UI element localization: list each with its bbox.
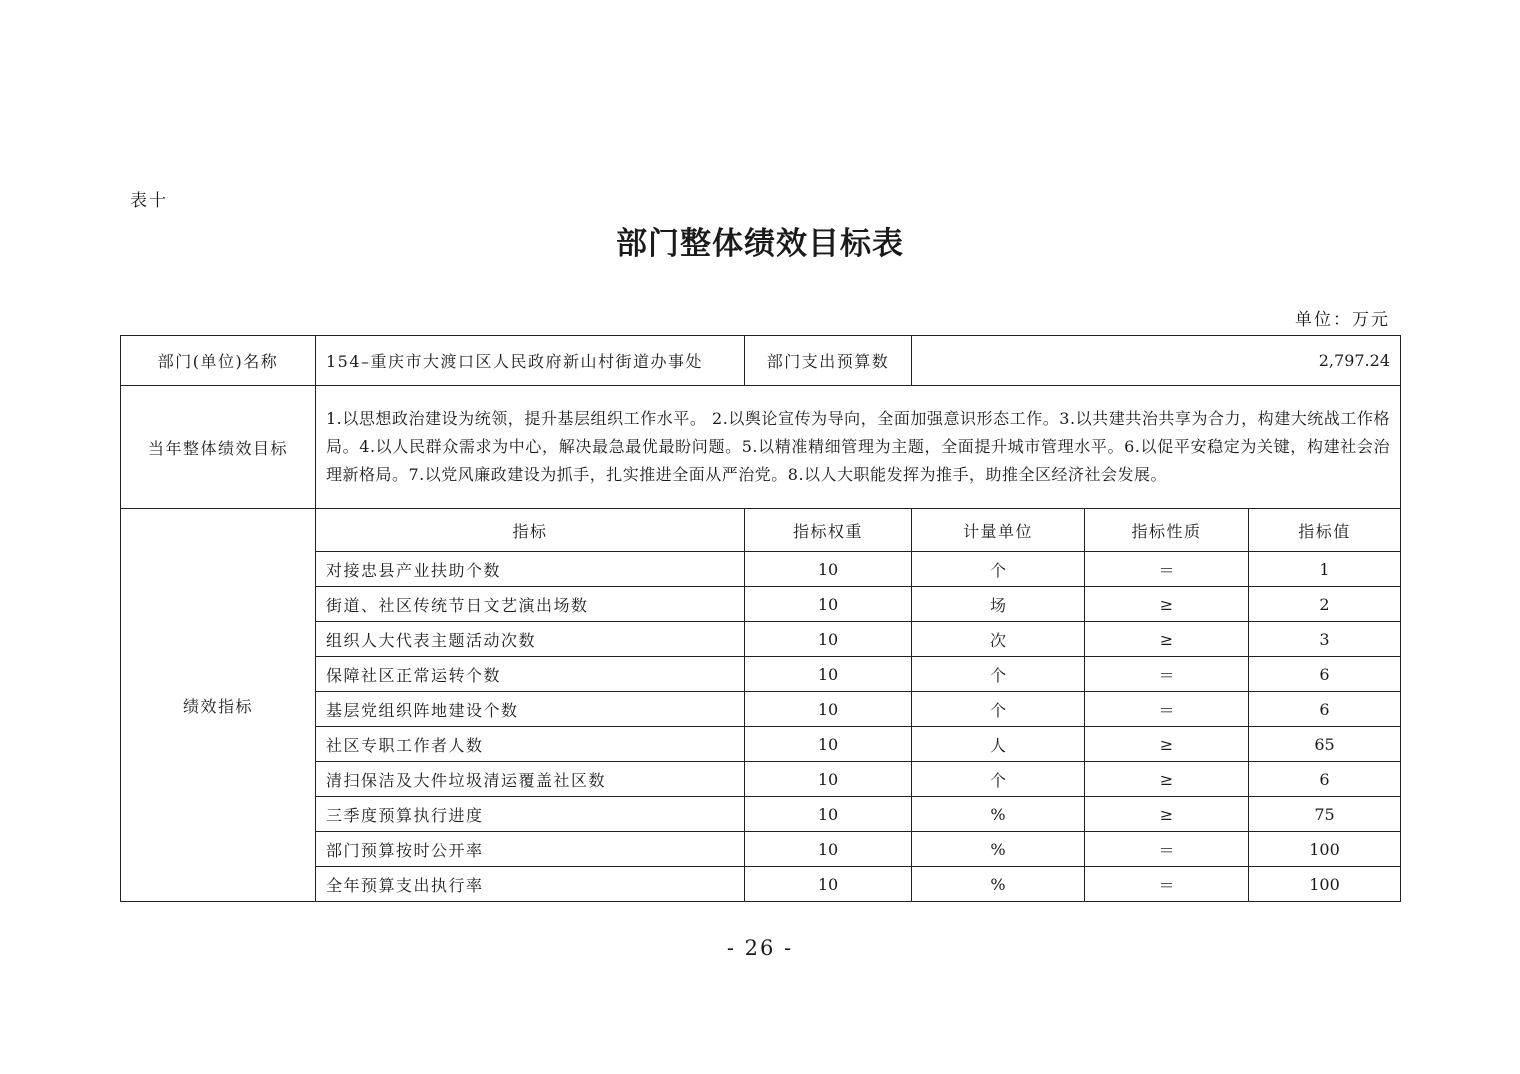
goals-label: 当年整体绩效目标 (121, 386, 316, 509)
indicator-unit: 场 (912, 587, 1085, 622)
indicator-name: 全年预算支出执行率 (316, 867, 745, 902)
indicator-nature: ≥ (1085, 797, 1249, 832)
goals-row (121, 386, 1401, 509)
indicator-unit: 人 (912, 727, 1085, 762)
budget-value: 2,797.24 (912, 336, 1401, 386)
indicator-nature: ＝ (1085, 657, 1249, 692)
indicator-value: 2 (1249, 587, 1401, 622)
header-nature: 指标性质 (1085, 509, 1249, 552)
indicator-name: 基层党组织阵地建设个数 (316, 692, 745, 727)
indicator-name: 社区专职工作者人数 (316, 727, 745, 762)
unit-label: 单位：万元 (1295, 310, 1390, 330)
goals-text: 1.以思想政治建设为统领，提升基层组织工作水平。 2.以舆论宣传为导向，全面加强意识形态工作。3.以共建共治共享为合力，构建大统战工作格局。4.以人民群众需求为中心，解决最急最优最盼问题。5.以精准精细管理为主题，全面提升城市管理水平。6.以促平安稳定为关键，构建社会治理新格局。7.以党风廉政建设为抓手，扎实推进全面从严治党。8.以人大职能发挥为推手，助推全区经济社会发展。 (316, 386, 1401, 509)
indicator-nature: ＝ (1085, 867, 1249, 902)
indicator-nature: ＝ (1085, 692, 1249, 727)
indicator-nature: ＝ (1085, 832, 1249, 867)
indicator-header-row (121, 509, 1401, 552)
indicator-weight: 10 (745, 692, 912, 727)
indicator-weight: 10 (745, 832, 912, 867)
indicator-value: 6 (1249, 692, 1401, 727)
indicator-value: 6 (1249, 762, 1401, 797)
department-row (121, 336, 1401, 386)
indicator-unit: 个 (912, 762, 1085, 797)
indicator-weight: 10 (745, 762, 912, 797)
indicator-unit: 个 (912, 692, 1085, 727)
indicator-name: 三季度预算执行进度 (316, 797, 745, 832)
header-indicator: 指标 (316, 509, 745, 552)
indicator-value: 75 (1249, 797, 1401, 832)
header-value: 指标值 (1249, 509, 1401, 552)
indicator-unit: 个 (912, 657, 1085, 692)
page-title: 部门整体绩效目标表 (616, 226, 904, 262)
indicator-nature: ≥ (1085, 587, 1249, 622)
indicator-name: 清扫保洁及大件垃圾清运覆盖社区数 (316, 762, 745, 797)
indicator-nature: ≥ (1085, 727, 1249, 762)
indicator-name: 组织人大代表主题活动次数 (316, 622, 745, 657)
indicator-unit: 个 (912, 552, 1085, 587)
indicator-name: 街道、社区传统节日文艺演出场数 (316, 587, 745, 622)
indicator-value: 6 (1249, 657, 1401, 692)
indicator-weight: 10 (745, 622, 912, 657)
department-name-value: 154–重庆市大渡口区人民政府新山村街道办事处 (316, 336, 745, 386)
budget-label: 部门支出预算数 (745, 336, 912, 386)
indicator-value: 65 (1249, 727, 1401, 762)
indicator-unit: % (912, 832, 1085, 867)
indicator-name: 对接忠县产业扶助个数 (316, 552, 745, 587)
indicator-weight: 10 (745, 867, 912, 902)
indicator-weight: 10 (745, 587, 912, 622)
indicator-nature: ≥ (1085, 762, 1249, 797)
indicators-label: 绩效指标 (121, 509, 316, 902)
indicator-nature: ≥ (1085, 622, 1249, 657)
indicator-unit: % (912, 797, 1085, 832)
department-name-label: 部门(单位)名称 (121, 336, 316, 386)
indicator-weight: 10 (745, 552, 912, 587)
table-label: 表十 (130, 191, 168, 211)
page-number: - 26 - (726, 936, 794, 960)
indicator-value: 3 (1249, 622, 1401, 657)
header-unit: 计量单位 (912, 509, 1085, 552)
indicator-weight: 10 (745, 727, 912, 762)
indicator-name: 保障社区正常运转个数 (316, 657, 745, 692)
indicator-value: 100 (1249, 867, 1401, 902)
indicator-unit: % (912, 867, 1085, 902)
indicator-value: 1 (1249, 552, 1401, 587)
indicator-value: 100 (1249, 832, 1401, 867)
indicator-unit: 次 (912, 622, 1085, 657)
indicator-weight: 10 (745, 657, 912, 692)
indicator-name: 部门预算按时公开率 (316, 832, 745, 867)
performance-table (120, 335, 1401, 902)
header-weight: 指标权重 (745, 509, 912, 552)
indicator-nature: ＝ (1085, 552, 1249, 587)
indicator-weight: 10 (745, 797, 912, 832)
